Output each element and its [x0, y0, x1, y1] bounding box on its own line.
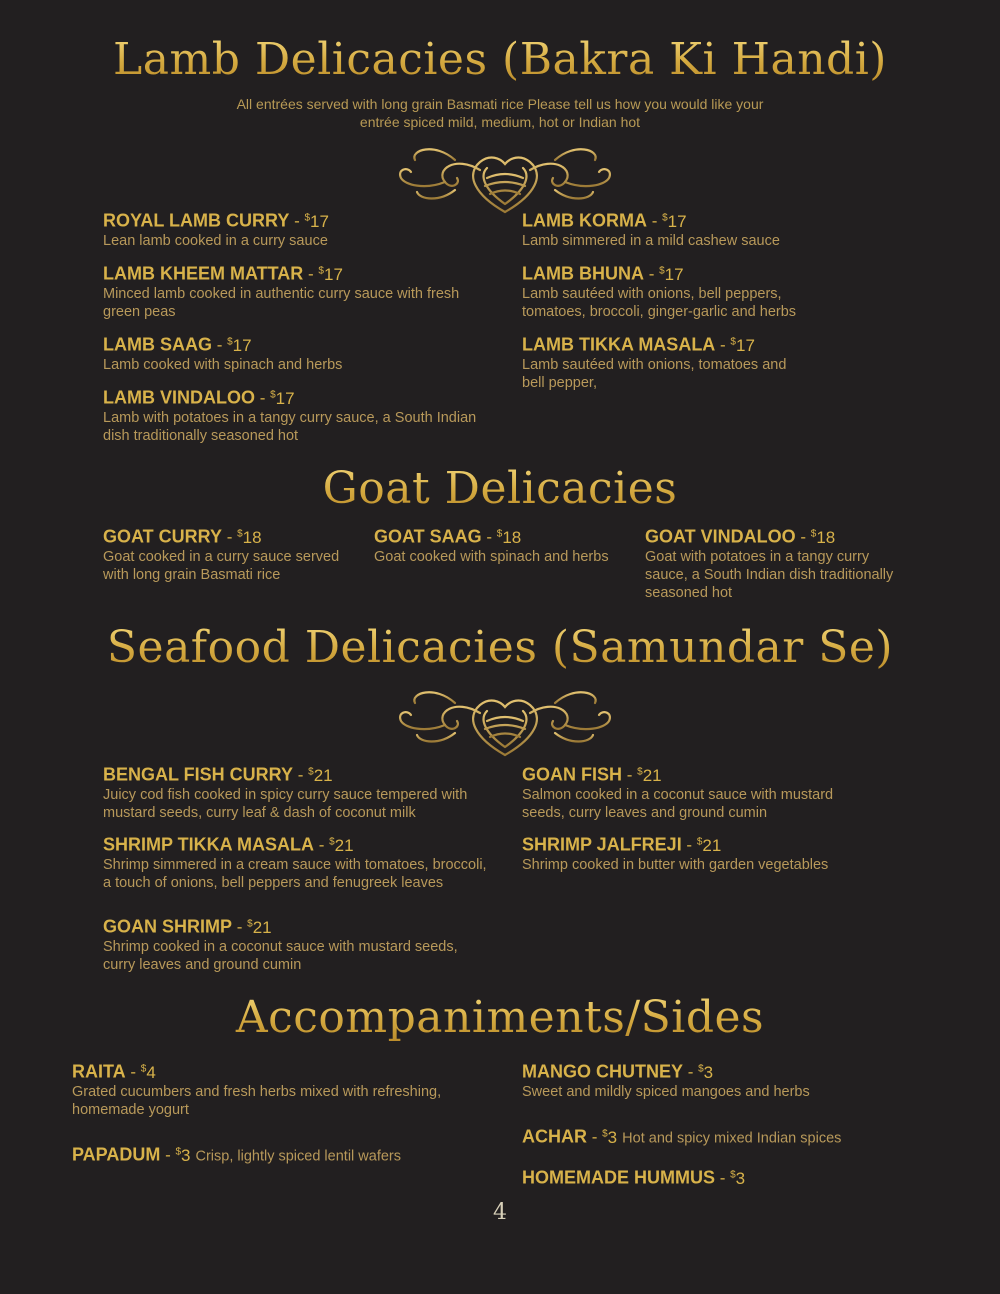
- item-price: 17: [232, 335, 252, 355]
- currency-symbol: $: [662, 212, 668, 223]
- item-price: 3: [181, 1145, 191, 1165]
- menu-item: LAMB KHEEM MATTAR - $17 Minced lamb cooked in authentic curry sauce with fresh green peas: [103, 260, 483, 321]
- item-description: Goat cooked with spinach and herbs: [374, 548, 609, 565]
- item-name: BENGAL FISH CURRY: [103, 764, 294, 785]
- item-price: 18: [502, 527, 522, 547]
- currency-symbol: $: [659, 265, 665, 276]
- item-description: Salmon cooked in a coconut sauce with mustard seeds, curry leaves and ground cumin: [522, 786, 834, 821]
- item-description: Goat cooked in a curry sauce served with long grain Basmati rice: [103, 548, 340, 583]
- item-price: 17: [310, 211, 329, 231]
- item-description: Shrimp simmered in a cream sauce with tomatoes, broccoli, a touch of onions, bell peppers and fenugreek leaves: [103, 856, 487, 891]
- currency-symbol: $: [810, 528, 817, 539]
- menu-item: RAITA - $4 Grated cucumbers and fresh herbs mixed with refreshing, homemade yogurt: [72, 1058, 452, 1119]
- item-name: GOAT SAAG: [374, 526, 482, 547]
- menu-item: GOAT VINDALOO - $18 Goat with potatoes in a tangy curry sauce, a South Indian dish traditionally seasoned hot: [645, 523, 905, 602]
- currency-symbol: $: [308, 766, 314, 777]
- item-description: Lean lamb cooked in a curry sauce: [103, 232, 328, 249]
- currency-symbol: $: [730, 336, 736, 347]
- item-name: GOAT VINDALOO: [645, 526, 796, 547]
- item-name: LAMB SAAG: [103, 334, 212, 355]
- item-description: Shrimp cooked in a coconut sauce with mustard seeds, curry leaves and ground cumin: [103, 938, 458, 973]
- menu-item: ACHAR - $3 Hot and spicy mixed Indian spices: [522, 1126, 842, 1147]
- currency-symbol: $: [237, 528, 243, 539]
- menu-item: SHRIMP JALFREJI - $21 Shrimp cooked in butter with garden vegetables: [522, 831, 852, 874]
- item-description: Crisp, lightly spiced lentil wafers: [195, 1148, 401, 1165]
- menu-item: LAMB KORMA - $17 Lamb simmered in a mild cashew sauce: [522, 207, 822, 250]
- entree-note-line-1: All entrées served with long grain Basmati rice Please tell us how you would like your: [236, 96, 764, 112]
- currency-symbol: $: [730, 1169, 736, 1180]
- item-price: 21: [702, 835, 722, 855]
- item-description: Hot and spicy mixed Indian spices: [622, 1130, 842, 1147]
- currency-symbol: $: [496, 528, 503, 539]
- item-price: 17: [667, 211, 687, 231]
- item-price: 21: [252, 917, 272, 937]
- item-name: LAMB KORMA: [522, 210, 647, 231]
- menu-item: HOMEMADE HUMMUS - $3: [522, 1167, 746, 1188]
- currency-symbol: $: [175, 1146, 182, 1157]
- currency-symbol: $: [304, 212, 311, 223]
- item-description: Lamb sautéed with onions, bell peppers, tomatoes, broccoli, ginger-garlic and herbs: [522, 285, 797, 320]
- menu-item: GOAT CURRY - $18 Goat cooked in a curry sauce served with long grain Basmati rice: [103, 523, 353, 584]
- item-name: PAPADUM: [72, 1144, 161, 1165]
- item-name: MANGO CHUTNEY: [522, 1061, 683, 1082]
- item-description: Minced lamb cooked in authentic curry sauce with fresh green peas: [103, 285, 460, 320]
- item-price: 21: [642, 765, 662, 785]
- item-price: 21: [334, 835, 354, 855]
- item-price: 4: [146, 1062, 156, 1082]
- seafood-section-title: Seafood Delicacies (Samundar Se): [0, 622, 1000, 673]
- item-description: Shrimp cooked in butter with garden vegetables: [522, 856, 829, 873]
- menu-item: LAMB TIKKA MASALA - $17 Lamb sautéed with onions, tomatoes and bell pepper,: [522, 331, 802, 392]
- menu-item: LAMB SAAG - $17 Lamb cooked with spinach and herbs: [103, 331, 483, 374]
- item-description: Grated cucumbers and fresh herbs mixed with refreshing, homemade yogurt: [72, 1083, 442, 1118]
- item-name: RAITA: [72, 1061, 126, 1082]
- menu-item: GOAT SAAG - $18 Goat cooked with spinach and herbs: [374, 523, 624, 566]
- item-name: ACHAR: [522, 1126, 587, 1147]
- menu-item: BENGAL FISH CURRY - $21 Juicy cod fish cooked in spicy curry sauce tempered with mustard seeds, curry leaf & dash of coconut milk: [103, 761, 483, 822]
- item-name: SHRIMP JALFREJI: [522, 834, 682, 855]
- item-description: Juicy cod fish cooked in spicy curry sauce tempered with mustard seeds, curry leaf & dash of coconut milk: [103, 786, 468, 821]
- menu-item: MANGO CHUTNEY - $3 Sweet and mildly spiced mangoes and herbs: [522, 1058, 862, 1101]
- item-price: 17: [735, 335, 755, 355]
- item-name: LAMB KHEEM MATTAR: [103, 263, 304, 284]
- item-price: 21: [313, 765, 333, 785]
- currency-symbol: $: [637, 766, 643, 777]
- item-price: 18: [242, 527, 262, 547]
- menu-item: PAPADUM - $3 Crisp, lightly spiced lentil wafers: [72, 1144, 401, 1165]
- menu-item: GOAN SHRIMP - $21 Shrimp cooked in a coconut sauce with mustard seeds, curry leaves and ground cumin: [103, 913, 473, 974]
- page-number: 4: [493, 1200, 507, 1225]
- currency-symbol: $: [329, 836, 335, 847]
- item-name: LAMB VINDALOO: [103, 387, 255, 408]
- currency-symbol: $: [318, 265, 324, 276]
- item-name: GOAN SHRIMP: [103, 916, 233, 937]
- item-name: LAMB TIKKA MASALA: [522, 334, 716, 355]
- item-description: Sweet and mildly spiced mangoes and herbs: [522, 1083, 810, 1100]
- item-price: 3: [735, 1168, 746, 1188]
- menu-item: GOAN FISH - $21 Salmon cooked in a coconut sauce with mustard seeds, curry leaves and ground cumin: [522, 761, 852, 822]
- goat-section-title: Goat Delicacies: [0, 463, 1000, 514]
- item-price: 17: [275, 388, 295, 408]
- entree-note-line-2: entrée spiced mild, medium, hot or Indian hot: [359, 114, 641, 130]
- item-name: GOAN FISH: [522, 764, 623, 785]
- paisley-ornament-icon: [395, 683, 615, 763]
- item-price: 18: [816, 527, 836, 547]
- entree-note: [0, 95, 1000, 131]
- item-description: Lamb simmered in a mild cashew sauce: [522, 232, 780, 249]
- menu-item: ROYAL LAMB CURRY - $17 Lean lamb cooked in a curry sauce: [103, 207, 483, 250]
- menu-item: LAMB BHUNA - $17 Lamb sautéed with onions, bell peppers, tomatoes, broccoli, ginger-garlic and herbs: [522, 260, 812, 321]
- item-name: HOMEMADE HUMMUS: [522, 1167, 715, 1188]
- lamb-section-title: Lamb Delicacies (Bakra Ki Handi): [0, 34, 1000, 85]
- sides-section-title: Accompaniments/Sides: [0, 992, 1000, 1043]
- item-description: Lamb cooked with spinach and herbs: [103, 356, 343, 373]
- currency-symbol: $: [270, 389, 276, 400]
- menu-item: SHRIMP TIKKA MASALA - $21 Shrimp simmered in a cream sauce with tomatoes, broccoli, a touch of onions, bell peppers and fenugreek leaves: [103, 834, 487, 891]
- item-price: 3: [607, 1127, 618, 1147]
- item-description: Goat with potatoes in a tangy curry sauce, a South Indian dish traditionally seasoned hot: [645, 548, 894, 601]
- item-price: 3: [703, 1062, 714, 1082]
- item-name: ROYAL LAMB CURRY: [103, 210, 290, 231]
- currency-symbol: $: [227, 336, 233, 347]
- menu-item: LAMB VINDALOO - $17 Lamb with potatoes in a tangy curry sauce, a South Indian dish traditionally seasoned hot: [103, 384, 483, 445]
- item-description: Lamb with potatoes in a tangy curry sauce, a South Indian dish traditionally seasoned hot: [103, 409, 477, 444]
- currency-symbol: $: [140, 1063, 147, 1074]
- currency-symbol: $: [698, 1063, 704, 1074]
- item-price: 17: [664, 264, 684, 284]
- currency-symbol: $: [696, 836, 703, 847]
- item-name: SHRIMP TIKKA MASALA: [103, 834, 314, 855]
- item-name: GOAT CURRY: [103, 526, 222, 547]
- currency-symbol: $: [602, 1128, 608, 1139]
- item-price: 17: [323, 264, 343, 284]
- item-description: Lamb sautéed with onions, tomatoes and bell pepper,: [522, 356, 787, 391]
- currency-symbol: $: [247, 918, 253, 929]
- item-name: LAMB BHUNA: [522, 263, 644, 284]
